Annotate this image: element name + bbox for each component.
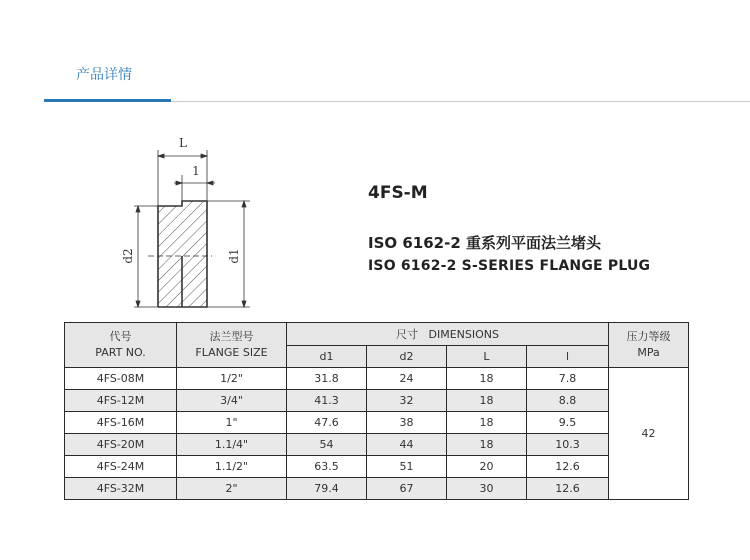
header-dimensions (287, 323, 609, 346)
dimension-d2 (134, 206, 158, 307)
section-tab-underline (44, 99, 171, 102)
product-title-cn: ISO 6162-2 重系列平面法兰堵头 (368, 234, 601, 252)
header-pressure (609, 323, 689, 368)
header-d2: d2 (367, 346, 447, 368)
cell-l: 7.8 (527, 368, 609, 390)
header-flange-en: FLANGE SIZE (195, 346, 268, 359)
dimension-l-label: 1 (192, 164, 200, 178)
cell-L: 18 (447, 368, 527, 390)
cell-part: 4FS-20M (65, 434, 177, 456)
cell-d1: 63.5 (287, 456, 367, 478)
header-dims-en: DIMENSIONS (428, 328, 500, 341)
header-part-no (65, 323, 177, 368)
cell-d2: 38 (367, 412, 447, 434)
table-row (65, 390, 689, 412)
cell-d2: 24 (367, 368, 447, 390)
dimension-L-label: L (179, 136, 187, 150)
cell-flange: 1/2" (177, 368, 287, 390)
cell-d2: 32 (367, 390, 447, 412)
plug-cross-section (158, 201, 207, 307)
header-pressure-cn: 压力等级 (626, 330, 671, 343)
plug-technical-drawing (110, 125, 260, 315)
table-row (65, 368, 689, 390)
cell-l: 10.3 (527, 434, 609, 456)
cell-L: 20 (447, 456, 527, 478)
cell-L: 18 (447, 434, 527, 456)
header-flange-cn: 法兰型号 (209, 330, 254, 343)
cell-part: 4FS-08M (65, 368, 177, 390)
cell-flange: 1.1/2" (177, 456, 287, 478)
cell-d1: 47.6 (287, 412, 367, 434)
cell-pressure: 42 (609, 368, 689, 500)
header-pressure-en: MPa (637, 346, 660, 359)
cell-part: 4FS-12M (65, 390, 177, 412)
cell-part: 4FS-16M (65, 412, 177, 434)
cell-l: 9.5 (527, 412, 609, 434)
header-part-en: PART NO. (95, 346, 146, 359)
cell-d2: 51 (367, 456, 447, 478)
product-title-en: ISO 6162-2 S-SERIES FLANGE PLUG (368, 258, 651, 274)
product-model: 4FS-M (368, 183, 428, 203)
table-row (65, 434, 689, 456)
cell-flange: 2" (177, 478, 287, 500)
cell-l: 8.8 (527, 390, 609, 412)
header-l: l (527, 346, 609, 368)
header-part-cn: 代号 (109, 330, 132, 343)
cell-d1: 31.8 (287, 368, 367, 390)
dimension-d1-label: d1 (227, 248, 241, 264)
cell-l: 12.6 (527, 456, 609, 478)
dimension-l (174, 175, 215, 201)
dimension-d2-label: d2 (121, 248, 135, 264)
cell-d2: 67 (367, 478, 447, 500)
header-dims-cn: 尺寸 (396, 328, 419, 341)
cell-L: 30 (447, 478, 527, 500)
cell-flange: 1.1/4" (177, 434, 287, 456)
header-d1: d1 (287, 346, 367, 368)
cell-d1: 54 (287, 434, 367, 456)
cell-d1: 79.4 (287, 478, 367, 500)
cell-part: 4FS-24M (65, 456, 177, 478)
header-flange-size (177, 323, 287, 368)
header-L: L (447, 346, 527, 368)
section-title-tab[interactable]: 产品详情 (76, 67, 132, 83)
cell-flange: 1" (177, 412, 287, 434)
cell-d2: 44 (367, 434, 447, 456)
table-row (65, 412, 689, 434)
spec-table (64, 322, 689, 500)
table-row (65, 456, 689, 478)
table-row (65, 478, 689, 500)
cell-d1: 41.3 (287, 390, 367, 412)
dimension-L (158, 150, 207, 206)
cell-L: 18 (447, 412, 527, 434)
cell-part: 4FS-32M (65, 478, 177, 500)
cell-l: 12.6 (527, 478, 609, 500)
cell-flange: 3/4" (177, 390, 287, 412)
cell-L: 18 (447, 390, 527, 412)
